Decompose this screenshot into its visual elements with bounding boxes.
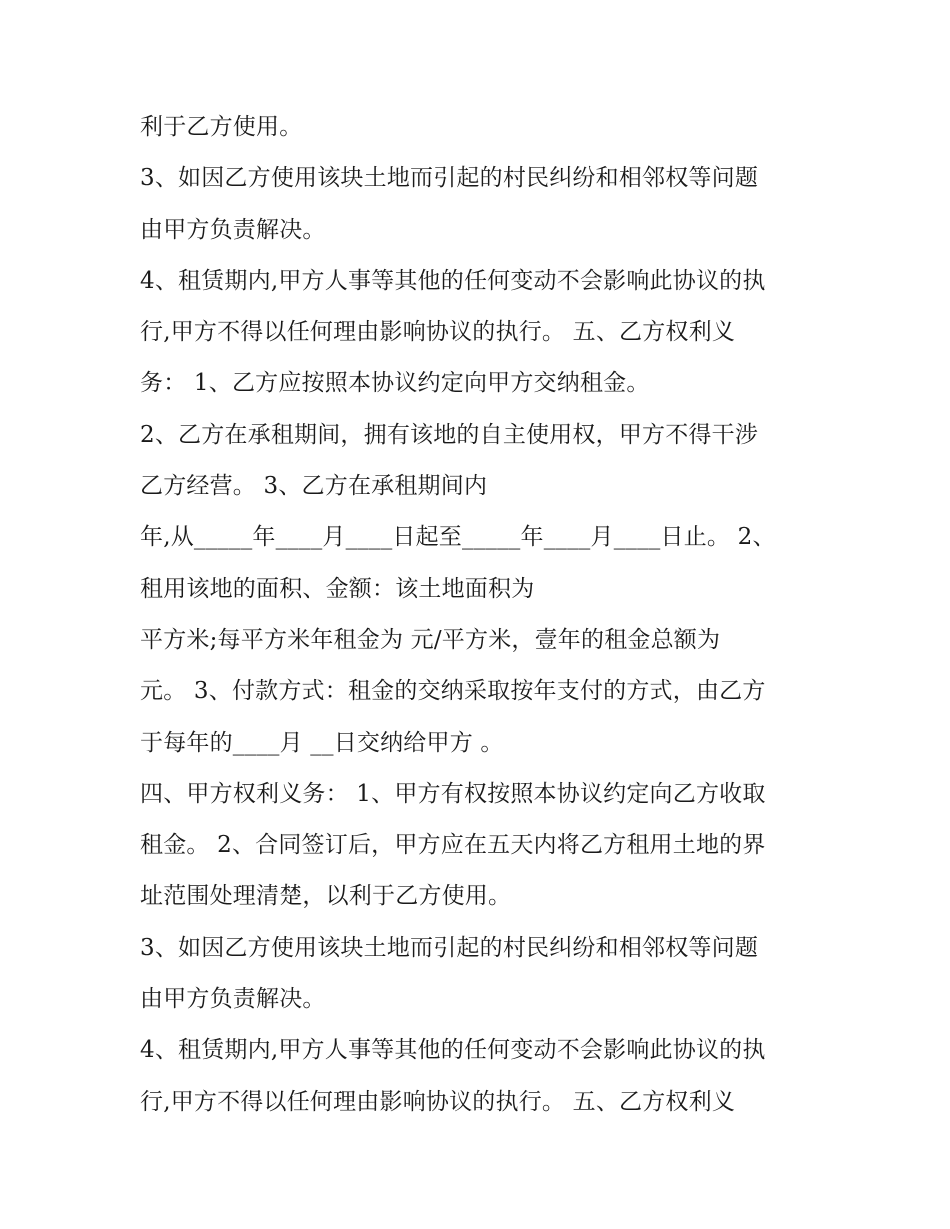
text-line: 3、如因乙方使用该块土地而引起的村民纠纷和相邻权等问题 xyxy=(140,165,759,192)
text-line: 乙方经营。 3、乙方在承租期间内 xyxy=(140,473,488,500)
text-line: 址范围处理清楚，以利于乙方使用。 xyxy=(140,883,512,910)
text-line: 四、甲方权利义务： 1、甲方有权按照本协议约定向乙方收取 xyxy=(140,780,766,807)
text-line: 利于乙方使用。 xyxy=(140,114,303,140)
text-line: 行,甲方不得以任何理由影响协议的执行。 五、乙方权利义 xyxy=(140,1088,736,1115)
text-line: 4、租赁期内,甲方人事等其他的任何变动不会影响此协议的执 xyxy=(140,267,766,294)
text-line: 租金。 2、合同签订后，甲方应在五天内将乙方租用土地的界 xyxy=(140,832,766,859)
text-line: 4、租赁期内,甲方人事等其他的任何变动不会影响此协议的执 xyxy=(140,1037,766,1064)
text-line: 由甲方负责解决。 xyxy=(140,986,326,1013)
text-line: 由甲方负责解决。 xyxy=(140,216,326,243)
text-line: 务： 1、乙方应按照本协议约定向甲方交纳租金。 xyxy=(140,370,650,397)
text-line: 平方米;每平方米年租金为 元/平方米，壹年的租金总额为 xyxy=(140,626,721,653)
document-body xyxy=(140,102,820,1128)
text-line: 2、乙方在承租期间，拥有该地的自主使用权，甲方不得干涉 xyxy=(140,421,759,448)
text-line: 3、如因乙方使用该块土地而引起的村民纠纷和相邻权等问题 xyxy=(140,934,759,961)
text-line: 年,从_____年____月____日起至_____年____月____日止。 2、 xyxy=(140,524,776,551)
text-line: 元。 3、付款方式：租金的交纳采取按年支付的方式，由乙方 xyxy=(140,678,766,705)
text-line: 租用该地的面积、金额：该土地面积为 xyxy=(140,575,535,602)
text-line: 于每年的____月 __日交纳给甲方 。 xyxy=(140,729,504,756)
text-line: 行,甲方不得以任何理由影响协议的执行。 五、乙方权利义 xyxy=(140,319,736,346)
